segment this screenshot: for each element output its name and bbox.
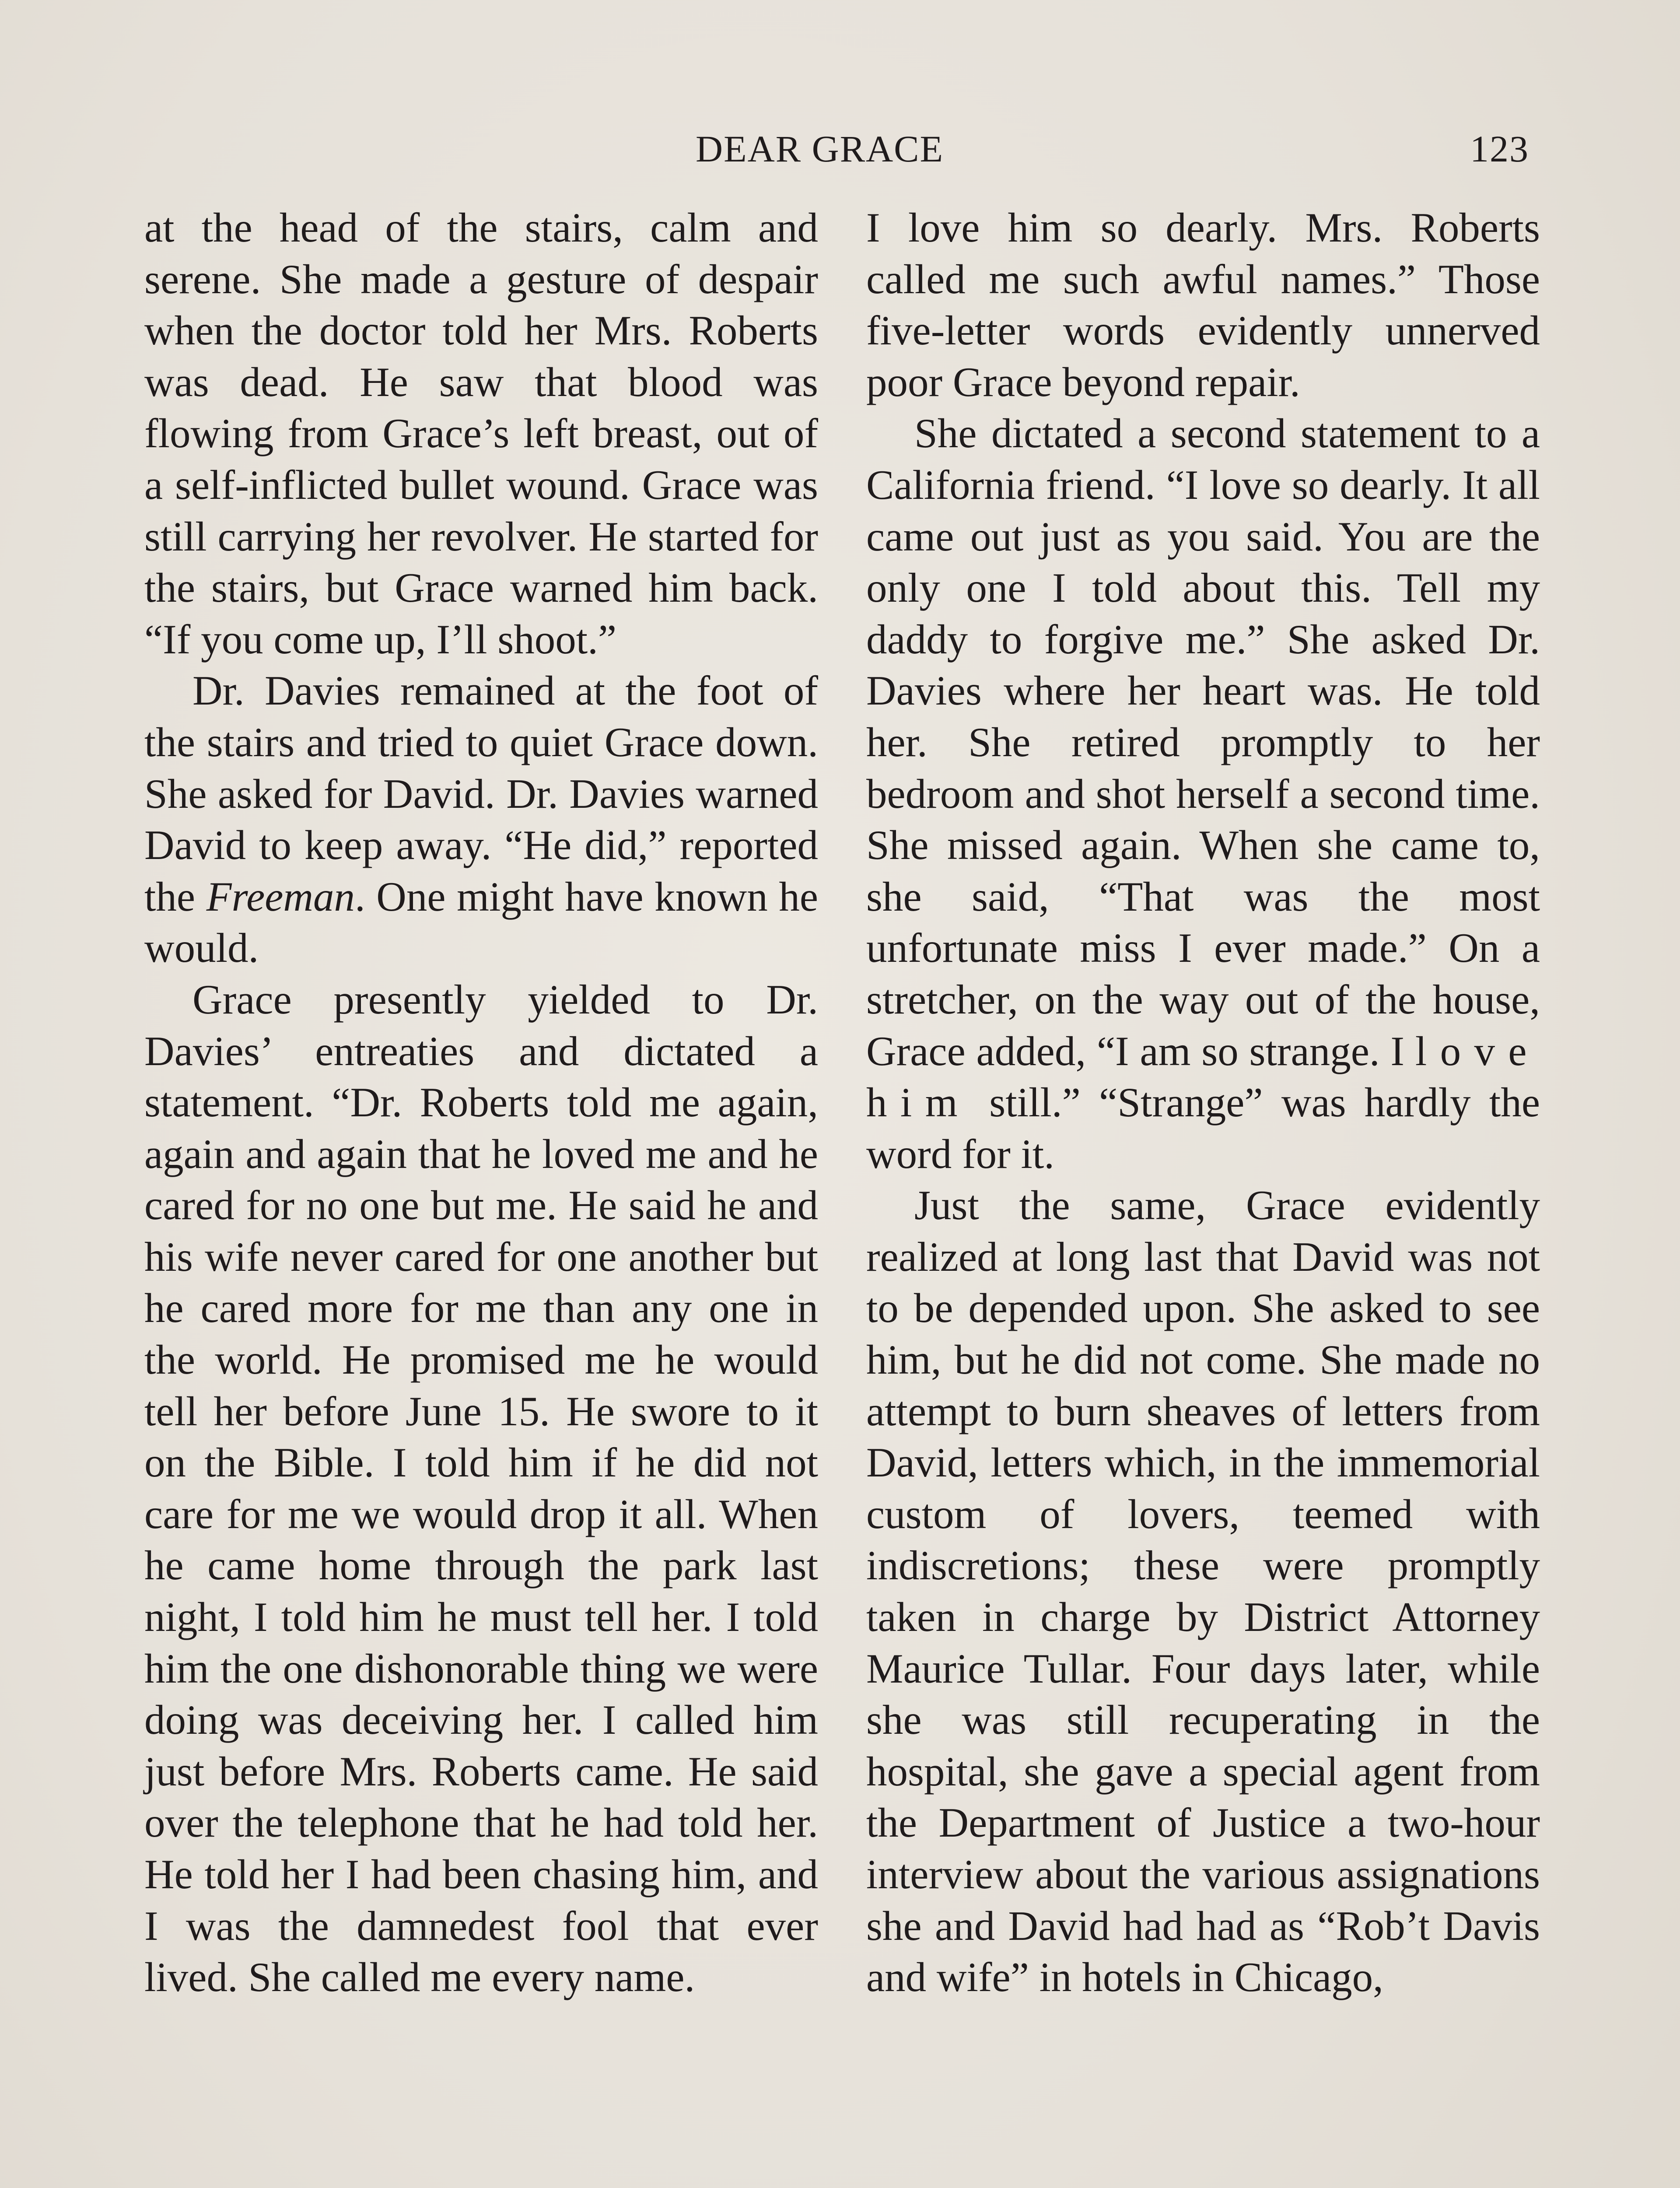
- left-column: [144, 202, 818, 2003]
- left-paragraph-1: at the head of the stairs, calm and serene. She made a gesture of despair when the doctor told her Mrs. Roberts was dead. He saw that blood was flowing from Grace’s left breast, out of a self-inflicted bullet wound. Grace was still carrying her revolver. He started for the stairs, but Grace warned him back. “If you come up, I’ll shoot.”: [144, 204, 818, 663]
- page-number: 123: [1470, 128, 1529, 170]
- right-paragraph-2: [866, 408, 1540, 1180]
- right-paragraph-1: I love him so dearly. Mrs. Roberts called me such awful names.” Those five-letter words evidently unnerved poor Grace beyond repair.: [866, 204, 1540, 405]
- right-paragraph-2-text-a: She dictated a second statement to a California friend. “I love so dearly. It all came out just as you said. You are the only one I told about this. Tell my daddy to forgive me.” She asked Dr. Davies where her heart was. He told her. She retired promptly to her bedroom and shot herself a second time. She missed again. When she came to, she said, “That was the most unfortunate miss I ever made.” On a stretcher, on the way out of the house, Grace added, “I am so strange. I: [866, 410, 1540, 1074]
- right-paragraph-3: Just the same, Grace evidently realized at long last that David was not to be depended upon. She asked to see him, but he did not come. She made no attempt to burn sheaves of letters from David, letters which, in the immemorial custom of lovers, teemed with indiscretions; these were promptly taken in charge by District Attorney Maurice Tullar. Four days later, while she was still recuperating in the hospital, she gave a special agent from the Department of Justice a two-hour interview about the various assignations she and David had had as “Rob’t Davis and wife” in hotels in Chicago,: [866, 1182, 1540, 2001]
- right-paragraph-2-text-b: still.” “Strange” was hardly the word for it.: [866, 1079, 1540, 1177]
- running-title: DEAR GRACE: [696, 128, 944, 170]
- left-paragraph-2-text-b: . One might have known he would.: [144, 873, 818, 971]
- left-paragraph-2-text-a: Dr. Davies remained at the foot of the stairs and tried to quiet Grace down. She asked for David. Dr. Davies warned David to keep away. “He did,” reported the: [144, 667, 818, 920]
- spaced-emphasis: love him: [866, 1027, 1540, 1126]
- right-column: [866, 202, 1540, 2003]
- left-paragraph-2: [144, 665, 818, 974]
- page-header: [0, 127, 1680, 175]
- newspaper-title: Freeman: [206, 873, 355, 920]
- left-paragraph-3: Grace presently yielded to Dr. Davies’ entreaties and dictated a statement. “Dr. Roberts told me again, again and again that he loved me and he cared for no one but me. He said he and his wife never cared for one another but he cared more for me than any one in the world. He promised me he would tell her before June 15. He swore to it on the Bible. I told him if he did not care for me we would drop it all. When he came home through the park last night, I told him he must tell her. I told him the one dishonorable thing we were doing was deceiving her. I called him just before Mrs. Roberts came. He said over the telephone that he had told her. He told her I had been chasing him, and I was the damnedest fool that ever lived. She called me every name.: [144, 976, 818, 2001]
